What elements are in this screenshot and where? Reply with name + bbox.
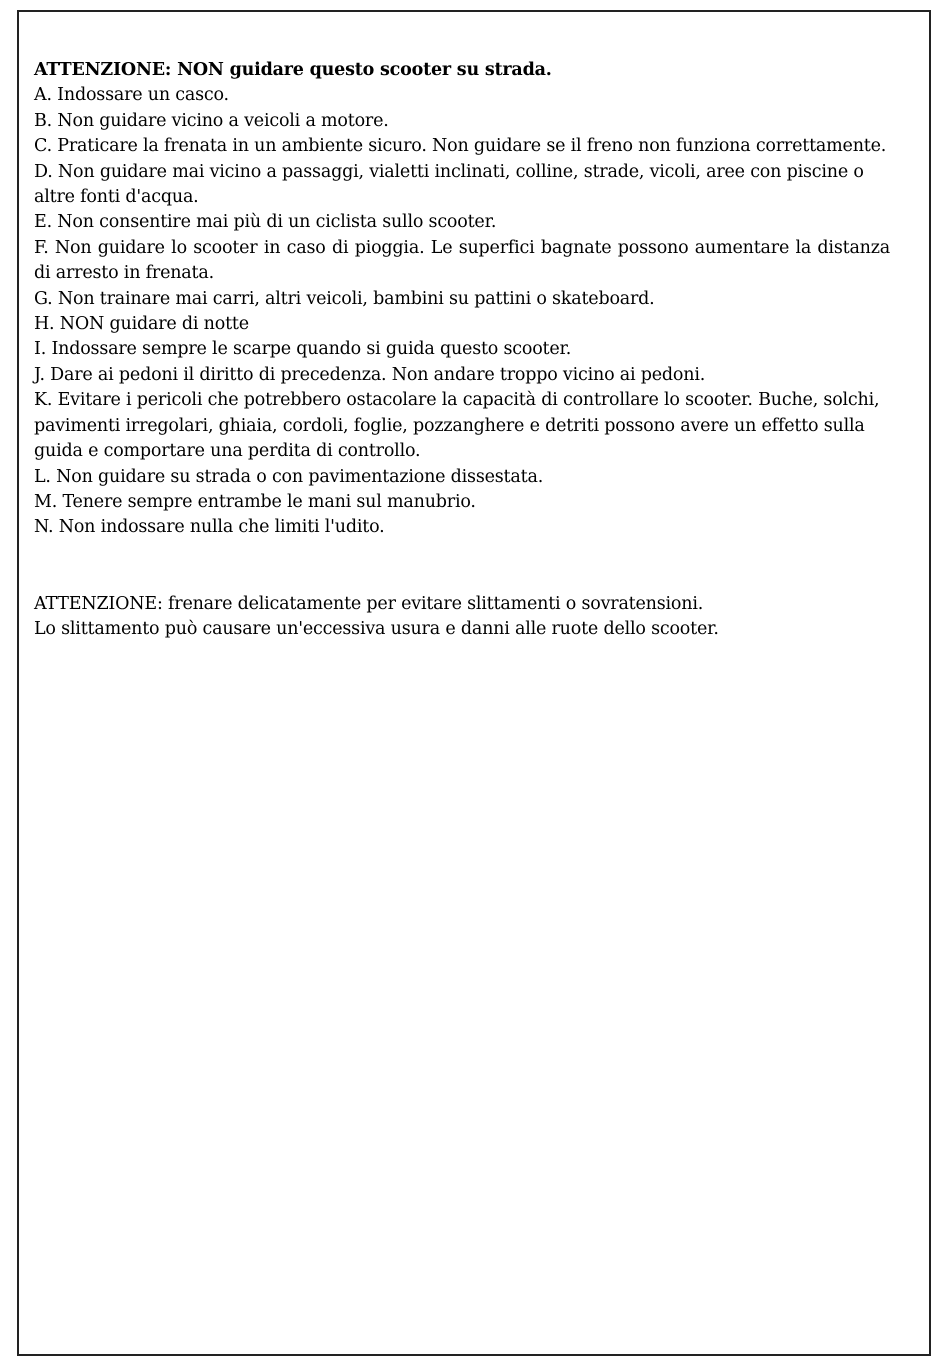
braking-warning: ATTENZIONE: frenare delicatamente per evitare slittamenti o sovratensioni. <box>34 593 704 614</box>
list-item: J. Dare ai pedoni il diritto di precedenza. Non andare troppo vicino ai pedoni. <box>34 364 706 385</box>
list-item: N. Non indossare nulla che limiti l'udito. <box>34 517 385 538</box>
list-item: M. Tenere sempre entrambe le mani sul manubrio. <box>34 491 476 512</box>
list-item: F. Non guidare lo scooter in caso di pioggia. Le superfici bagnate possono aumentare la distanza di arresto in frenata. <box>34 237 890 284</box>
list-item: H. NON guidare di notte <box>34 314 249 335</box>
list-item: K. Evitare i pericoli che potrebbero ostacolare la capacità di controllare lo scooter. Buche, solchi, pavimenti irregolari, ghiaia, cordoli, foglie, pozzanghere e detriti possono avere un effetto sulla guida e comportare una perdita di controllo. <box>34 390 880 462</box>
page-frame <box>17 10 931 1356</box>
list-item: G. Non trainare mai carri, altri veicoli, bambini su pattini o skateboard. <box>34 288 655 309</box>
list-item: D. Non guidare mai vicino a passaggi, vialetti inclinati, colline, strade, vicoli, aree con piscine o altre fonti d'acqua. <box>34 161 864 208</box>
warning-content <box>34 58 890 642</box>
list-item: I. Indossare sempre le scarpe quando si guida questo scooter. <box>34 339 572 360</box>
list-item: B. Non guidare vicino a veicoli a motore. <box>34 110 389 131</box>
list-item: L. Non guidare su strada o con pavimentazione dissestata. <box>34 466 544 487</box>
list-item: E. Non consentire mai più di un ciclista sullo scooter. <box>34 212 497 233</box>
list-item: A. Indossare un casco. <box>34 85 229 106</box>
section-spacer <box>34 541 890 592</box>
warning-title: ATTENZIONE: NON guidare questo scooter su strada. <box>34 60 552 80</box>
list-item: C. Praticare la frenata in un ambiente sicuro. Non guidare se il freno non funziona correttamente. <box>34 136 887 157</box>
braking-note: Lo slittamento può causare un'eccessiva usura e danni alle ruote dello scooter. <box>34 618 719 639</box>
